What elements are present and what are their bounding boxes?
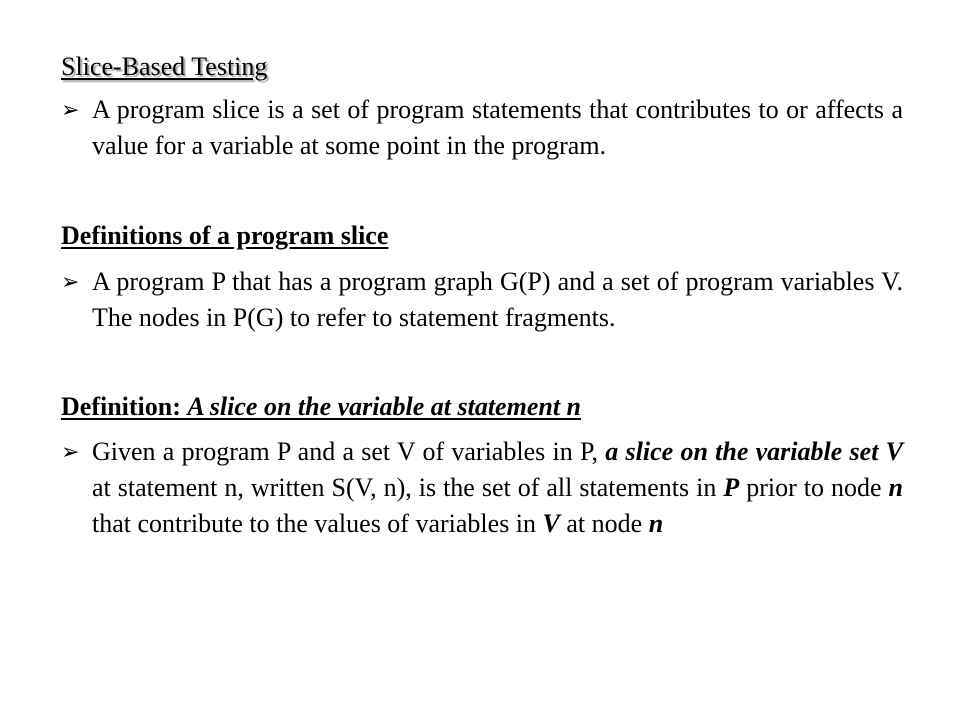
text-run: that contribute to the values of variables in xyxy=(92,509,537,538)
bullet-text xyxy=(92,434,903,542)
bullet-slice-on-variable xyxy=(61,434,903,542)
text-run: at statement n, written S(V, n), is the set of all statements in xyxy=(92,473,717,502)
text-run: at node xyxy=(566,509,643,538)
emphasis-run: n xyxy=(888,473,904,502)
bullet-slice-definition xyxy=(61,92,903,164)
text-run: Given a program P and a set V of variables in P, xyxy=(92,437,599,466)
section-heading-definitions: Definitions of a program slice xyxy=(61,221,389,250)
bullet-text: A program P that has a program graph G(P) and a set of program variables V. The nodes in P(G) to refer to statement fragments. xyxy=(92,267,903,332)
emphasis-run: a slice on the variable set V xyxy=(605,437,904,466)
definition-title: A slice on the variable at statement n xyxy=(187,392,582,421)
slide-title: Slice-Based Testing xyxy=(61,52,268,81)
arrow-bullet-icon: ➢ xyxy=(61,269,80,294)
emphasis-run: n xyxy=(648,509,664,538)
definition-label: Definition: xyxy=(61,392,181,421)
emphasis-run: V xyxy=(542,509,560,538)
arrow-bullet-icon: ➢ xyxy=(61,439,80,464)
bullet-program-graph xyxy=(61,264,903,336)
arrow-bullet-icon: ➢ xyxy=(61,97,80,122)
bullet-text: A program slice is a set of program statements that contributes to or affects a value for a variable at some point in the program. xyxy=(92,95,903,160)
emphasis-run: P xyxy=(723,473,740,502)
section-heading-definition-slice xyxy=(61,392,581,422)
text-run: prior to node xyxy=(746,473,882,502)
